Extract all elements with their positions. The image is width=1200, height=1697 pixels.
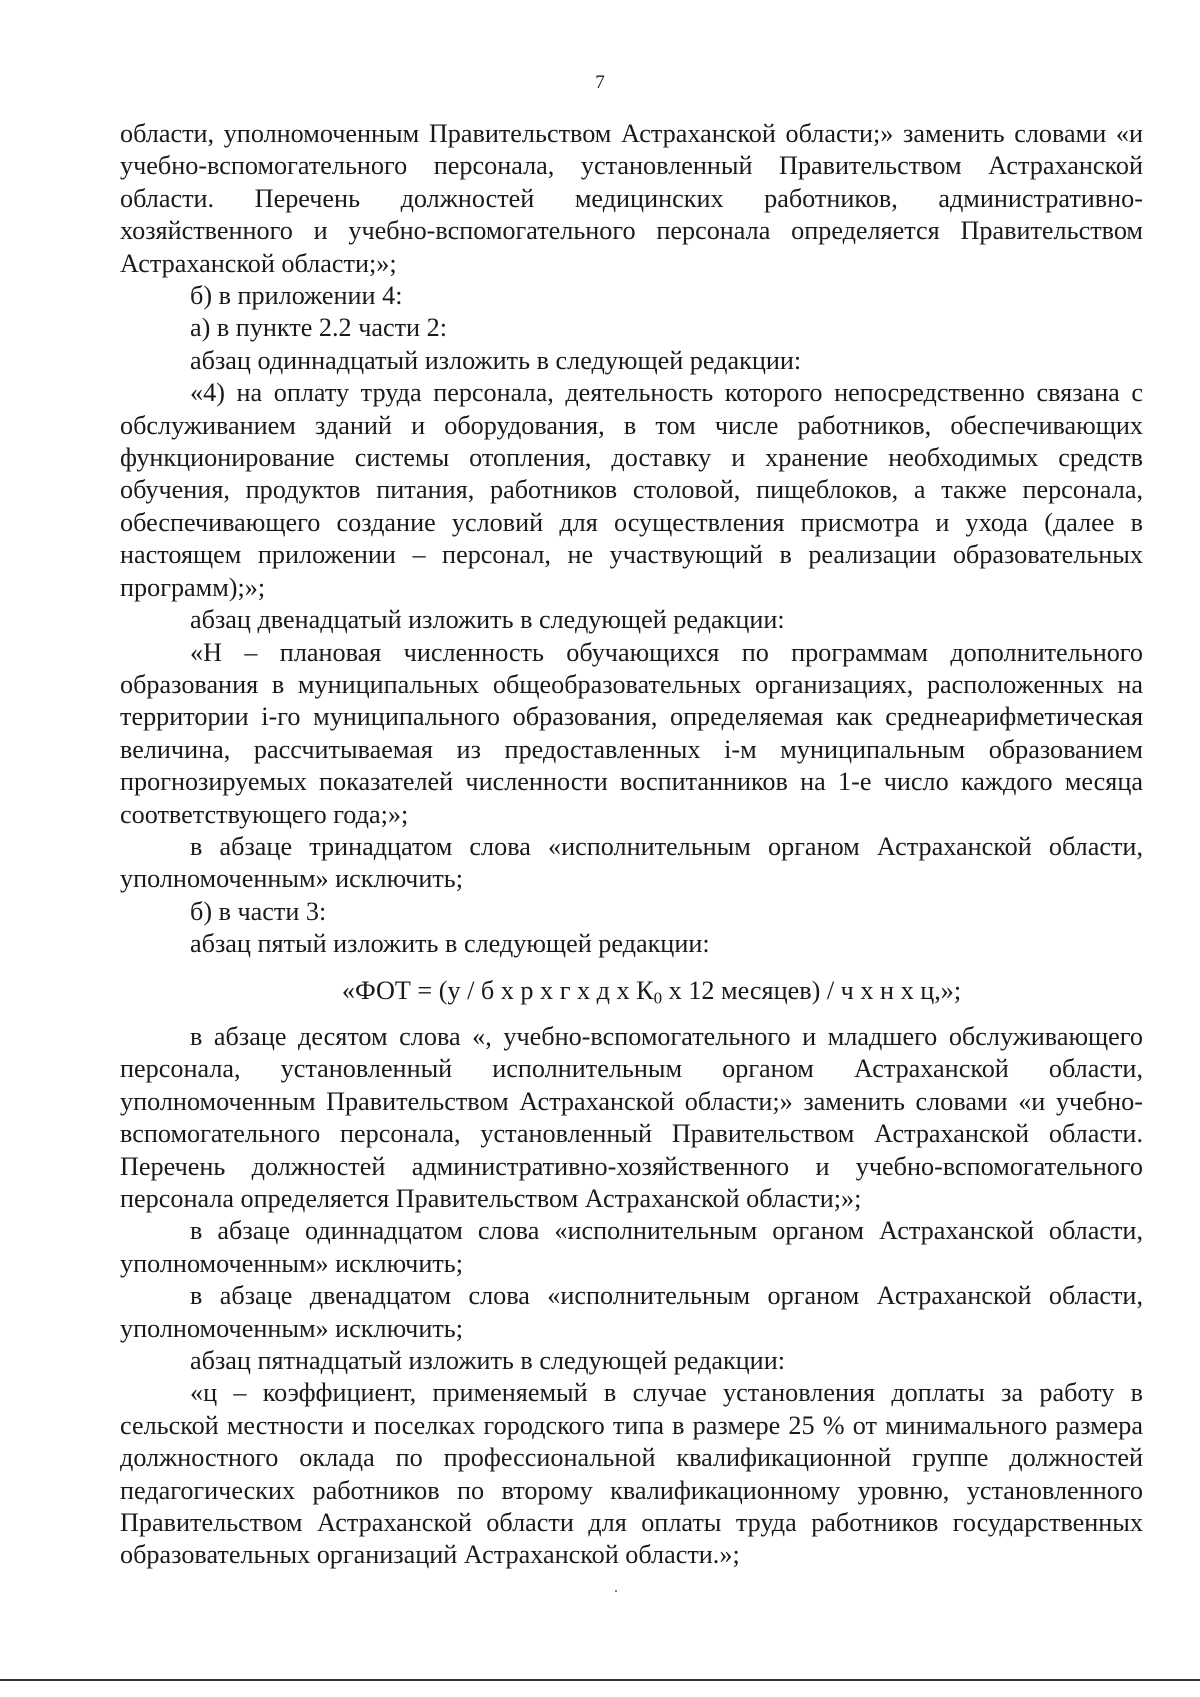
formula-part-after: х 12 месяцев) / ч х н х ц,»; <box>662 975 962 1005</box>
scan-speck <box>615 1590 617 1592</box>
formula-part-before: «ФОТ = (у / б х р х г х д х К <box>341 975 654 1005</box>
paragraph-fifteenth-abzac-intro: абзац пятнадцатый изложить в следующей редакции: <box>190 1346 785 1376</box>
paragraph-item-b-appendix-4: б) в приложении 4: <box>190 281 403 311</box>
page-number: 7 <box>595 72 605 93</box>
paragraph-eleventh-abzac-text: «4) на оплату труда персонала, деятельность которого непосредственно связана с обслуживанием зданий и оборудования, в том числе работников, обеспечивающих функционирование системы отопления, доставку и хранение необходимых средств обучения, продуктов питания, работников столовой, пищеблоков, а также персонала, обеспечивающего создание условий для осуществления присмотра и ухода (далее в настоящем приложении – персонал, не участвующий в реализации образовательных программ);»; <box>120 378 1143 602</box>
paragraph-tenth-abzac: в абзаце десятом слова «, учебно-вспомогательного и младшего обслуживающего персонала, установленный исполнительным органом Астраханской области, уполномоченным Правительством Астраханской области;» заменить словами «и учебно-вспомогательного персонала, установленный Правительством Астраханской области. Перечень должностей административно-хозяйственного и учебно-вспомогательного персонала определяется Правительством Астраханской области;»; <box>120 1021 1143 1213</box>
paragraph-eleventh-abzac-part3: в абзаце одиннадцатом слова «исполнительным органом Астраханской области, уполномоченным» исключить; <box>120 1216 1143 1278</box>
paragraph-continuation: области, уполномоченным Правительством Астраханской области;» заменить словами «и учебно-вспомогательного персонала, установленный Правительством Астраханской области. Перечень должностей медицинских работников, административно-хозяйственного и учебно-вспомогательного персонала определяется Правительством Астраханской области;»; <box>120 119 1143 278</box>
formula-fot <box>120 975 1143 1007</box>
paragraph-item-b-part-3: б) в части 3: <box>190 896 327 926</box>
paragraph-twelfth-abzac-part3: в абзаце двенадцатом слова «исполнительным органом Астраханской области, уполномоченным» исключить; <box>120 1281 1143 1343</box>
paragraph-thirteenth-abzac: в абзаце тринадцатом слова «исполнительным органом Астраханской области, уполномоченным» исключить; <box>120 831 1143 894</box>
paragraph-eleventh-abzac-intro: абзац одиннадцатый изложить в следующей редакции: <box>190 345 802 375</box>
paragraph-fifth-abzac-intro: абзац пятый изложить в следующей редакции: <box>190 929 710 959</box>
formula-subscript: 0 <box>653 987 663 1007</box>
paragraph-twelfth-abzac-text: «Н – плановая численность обучающихся по программам дополнительного образования в муниципальных общеобразовательных организациях, расположенных на территории i-го муниципального образования, определяемая как среднеарифметическая величина, рассчитываемая из предоставленных i-м муниципальным образованием прогнозируемых показателей численности воспитанников на 1-е число каждого месяца соответствующего года;»; <box>120 637 1143 829</box>
paragraph-item-a-point-2-2: а) в пункте 2.2 части 2: <box>190 313 447 343</box>
document-body <box>120 118 1143 1572</box>
paragraph-fifteenth-abzac-text: «ц – коэффициент, применяемый в случае установления доплаты за работу в сельской местности и поселках городского типа в размере 25 % от минимального размера должностного оклада по профессиональной квалификационной группе должностей педагогических работников по второму квалификационному уровню, установленного Правительством Астраханской области для оплаты труда работников государственных образовательных организаций Астраханской области.»; <box>120 1378 1143 1570</box>
page-bottom-rule <box>0 1679 1200 1681</box>
paragraph-twelfth-abzac-intro: абзац двенадцатый изложить в следующей редакции: <box>190 605 785 635</box>
